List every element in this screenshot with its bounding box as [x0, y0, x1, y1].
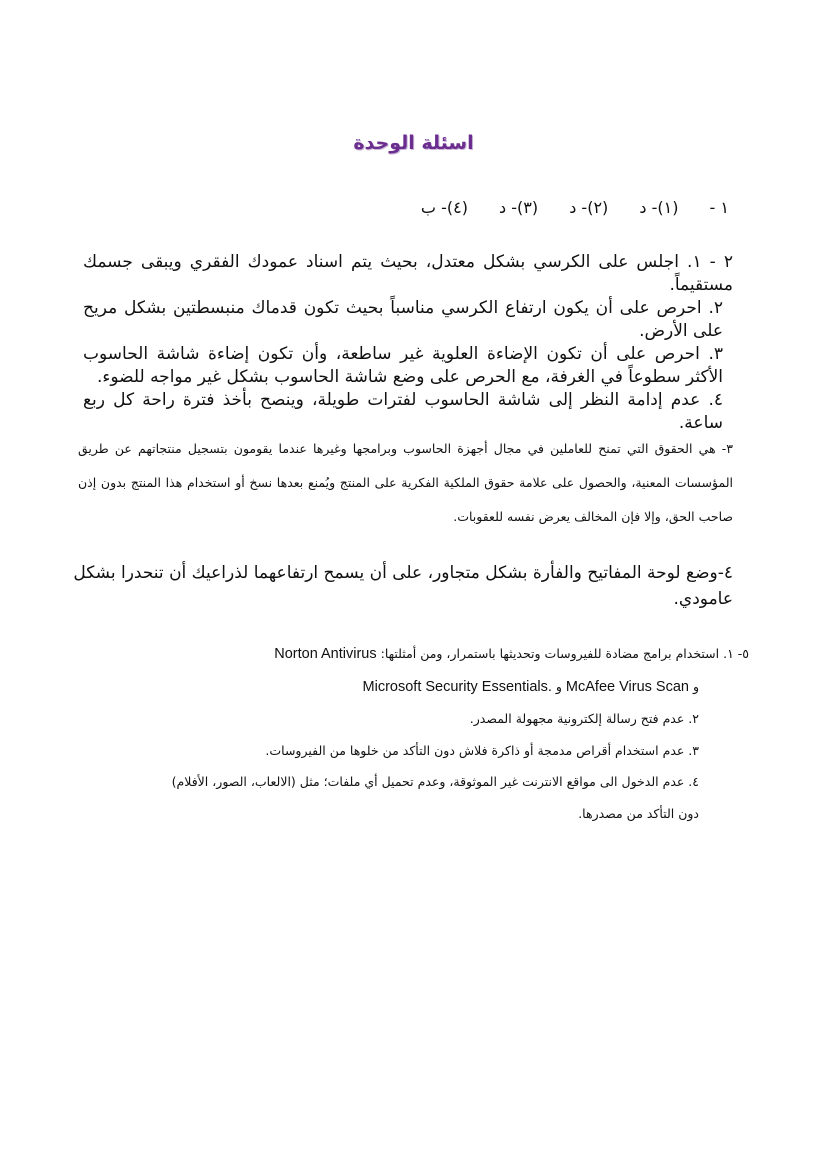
answer-3: (٣)- د — [499, 198, 539, 217]
question-2-answers — [83, 251, 733, 435]
and-text-2: و — [555, 678, 562, 694]
answer-2-item-1: ٢ - ١. اجلس على الكرسي بشكل معتدل، بحيث يتم اسناد عمودك الفقري ويبقى جسمك مستقيماً. — [83, 252, 733, 295]
question-1-number: ١ - — [709, 198, 729, 217]
answer-5-item-1-continued — [69, 671, 749, 704]
question-4-answer: ٤-وضع لوحة المفاتيح والفأرة بشكل متجاور، على أن يسمح ارتفاعهما لذراعيك أن تنحدرا بشكل عامودي. — [73, 563, 733, 609]
question-3-text: هي الحقوق التي تمنح للعاملين في مجال أجهزة الحاسوب وبرامجها وغيرها عندما يقومون بتسجيل منتجاتهم عن طريق المؤسسات المعنية، والحصول على علامة حقوق الملكية الفكرية على المنتج ويُمنع بعدها نسخ أو استخدام هذا المنتج بدون إذن صاحب الحق، وإلا فإن المخالف يعرض نفسه للعقوبات. — [78, 441, 733, 524]
answer-2-item-3: ٣. احرص على أن تكون الإضاءة العلوية غير ساطعة، وأن تكون إضاءة شاشة الحاسوب الأكثر سطوعاً في الغرفة، مع الحرص على وضع شاشة الحاسوب بشكل غير مواجه للضوء. — [83, 344, 723, 387]
answer-4: (٤)- ب — [420, 198, 468, 217]
question-5-answers — [69, 638, 749, 829]
norton-antivirus-text: Norton Antivirus — [274, 646, 377, 662]
answer-2-item-4: ٤. عدم إدامة النظر إلى شاشة الحاسوب لفترات طويلة، وينصح بأخذ فترة راحة كل ربع ساعة. — [83, 390, 723, 433]
answer-1: (١)- د — [639, 198, 679, 217]
answer-5-item-4-continued: دون التأكد من مصدرها. — [578, 805, 699, 821]
question-1-answers — [329, 198, 729, 217]
answer-2: (٢)- د — [569, 198, 609, 217]
page-title: اسئلة الوحدة — [353, 132, 474, 154]
answer-5-item-4: ٤. عدم الدخول الى مواقع الانترنت غير الموثوقة، وعدم تحميل أي ملفات؛ مثل (الالعاب، الصور، الأفلام) — [171, 774, 699, 789]
mcafee-virus-scan-text: McAfee Virus Scan — [565, 678, 689, 695]
answer-5-item-2: ٢. عدم فتح رسالة إلكترونية مجهولة المصدر. — [469, 711, 699, 726]
answer-5-item-3: ٣. عدم استخدام أقراص مدمجة أو ذاكرة فلاش دون التأكد من خلوها من الفيروسات. — [265, 742, 699, 758]
and-text-1: و — [692, 678, 699, 694]
answer-5-item-1-text: ٥- ١. استخدام برامج مضادة للفيروسات وتحديثها باستمرار، ومن أمثلتها: — [380, 646, 749, 661]
answer-2-item-2: ٢. احرص على أن يكون ارتفاع الكرسي مناسباً بحيث تكون قدماك منبسطتين بشكل مريح على الأرض. — [83, 298, 723, 341]
question-3-answer — [78, 432, 733, 534]
microsoft-security-essentials-text: Microsoft Security Essentials. — [362, 678, 552, 695]
question-3-number: ٣- — [721, 441, 733, 456]
answer-5-item-1 — [69, 638, 749, 671]
